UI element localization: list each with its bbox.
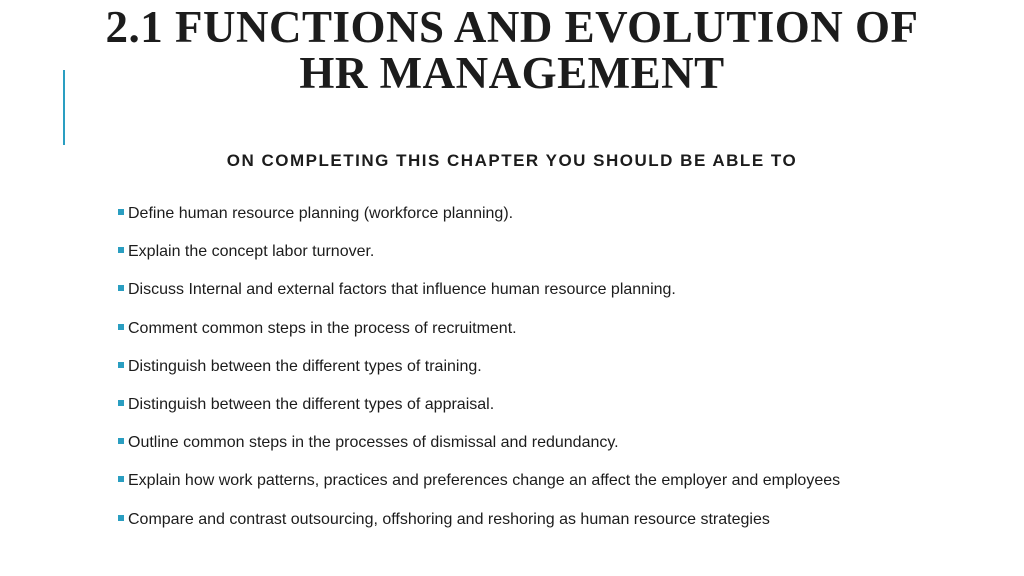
objective-item [118, 432, 1008, 470]
square-bullet-icon [118, 438, 124, 444]
objective-text: Define human resource planning (workforce planning). [128, 205, 514, 222]
objective-text: Distinguish between the different types of appraisal. [128, 395, 495, 413]
slide-title-line-1: 2.1 FUNCTIONS AND EVOLUTION OF [105, 2, 919, 52]
objective-item [118, 509, 1008, 547]
objective-text: Outline common steps in the processes of dismissal and redundancy. [128, 434, 619, 452]
objective-text: Discuss Internal and external factors that influence human resource planning. [128, 281, 676, 299]
square-bullet-icon [118, 362, 124, 368]
square-bullet-icon [118, 324, 124, 330]
square-bullet-icon [118, 285, 124, 291]
objective-text: Explain the concept labor turnover. [128, 243, 375, 261]
slide-title [60, 4, 964, 96]
objective-item [118, 470, 1008, 508]
square-bullet-icon [118, 209, 124, 215]
square-bullet-icon [118, 400, 124, 406]
objective-text: Comment common steps in the process of recruitment. [128, 319, 517, 337]
slide-title-line-2: HR MANAGEMENT [299, 48, 725, 98]
objective-item [118, 356, 1008, 394]
objective-item [118, 241, 1008, 279]
objective-text: Compare and contrast outsourcing, offshoring and reshoring as human resource strategies [128, 510, 770, 528]
objective-item [118, 279, 1008, 317]
objective-text: Distinguish between the different types of training. [128, 357, 482, 375]
objective-text: Explain how work patterns, practices and preferences change an affect the employer and employees [128, 472, 841, 490]
square-bullet-icon [118, 515, 124, 521]
objective-item [118, 394, 1008, 432]
square-bullet-icon [118, 247, 124, 253]
objective-item [118, 318, 1008, 356]
objectives-list [118, 203, 1008, 547]
objective-item [118, 203, 1008, 241]
square-bullet-icon [118, 476, 124, 482]
slide-subtitle: ON COMPLETING THIS CHAPTER YOU SHOULD BE ABLE TO [226, 151, 798, 170]
